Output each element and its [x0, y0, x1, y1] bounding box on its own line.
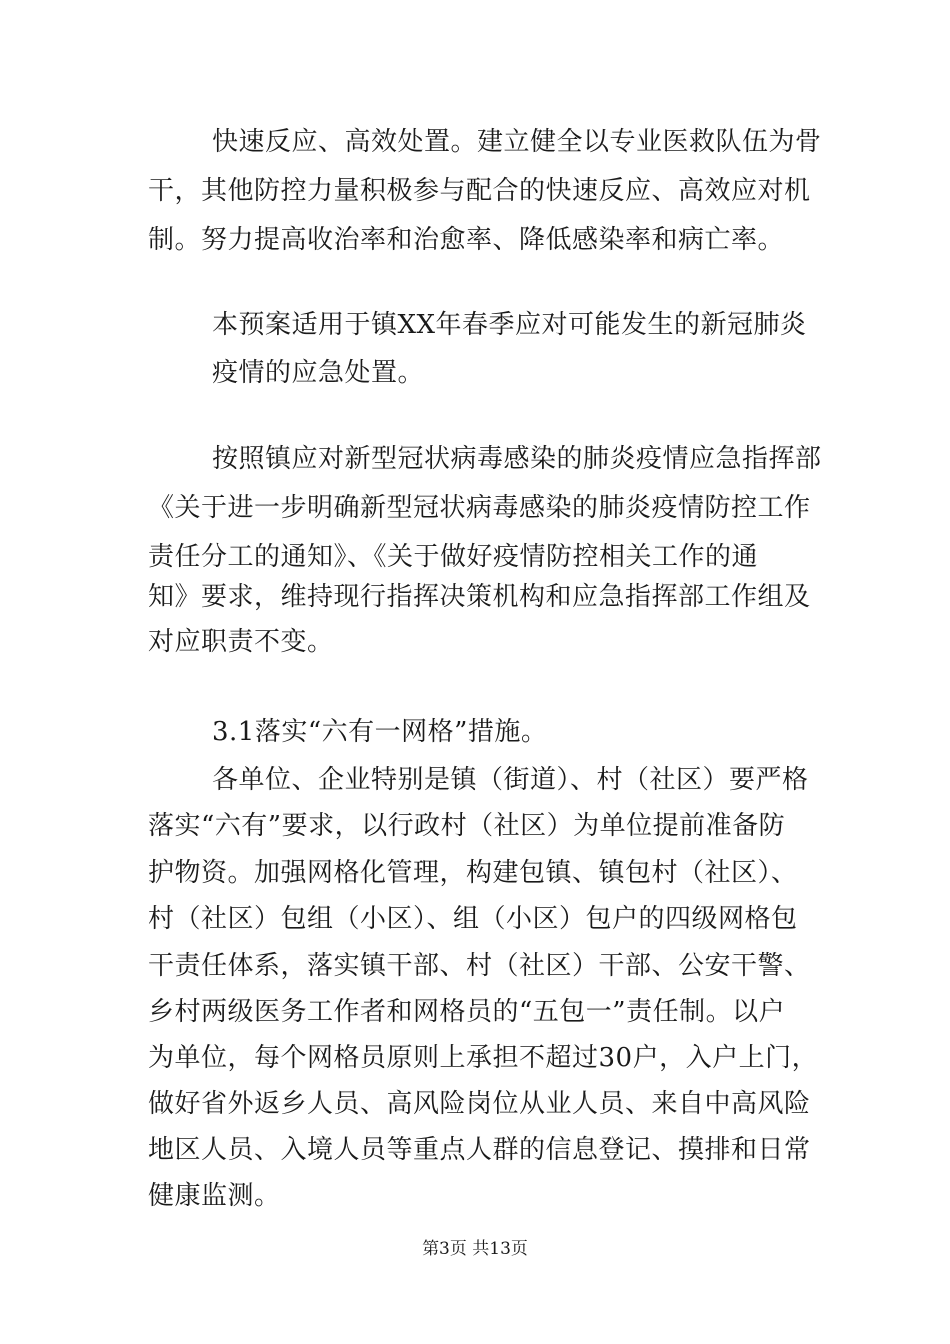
paragraph-line: 地区人员、入境人员等重点人群的信息登记、摸排和日常 — [148, 1135, 811, 1165]
paragraph-line: 本预案适用于镇XX年春季应对可能发生的新冠肺炎 — [212, 310, 807, 340]
paragraph-line: 村（社区）包组（小区）、组（小区）包户的四级网格包 — [148, 904, 798, 934]
paragraph-line: 责任分工的通知》、《关于做好疫情防控相关工作的通 — [148, 542, 759, 572]
paragraph-line: 做好省外返乡人员、高风险岗位从业人员、来自中高风险 — [148, 1089, 811, 1119]
paragraph-line: 为单位，每个网格员原则上承担不超过30户，入户上门， — [148, 1043, 819, 1073]
paragraph-line: 《关于进一步明确新型冠状病毒感染的肺炎疫情防控工作 — [148, 493, 811, 523]
paragraph-line: 疫情的应急处置。 — [212, 358, 425, 388]
paragraph-line: 按照镇应对新型冠状病毒感染的肺炎疫情应急指挥部 — [212, 444, 822, 474]
paragraph-line: 快速反应、高效处置。建立健全以专业医救队伍为骨 — [212, 127, 822, 157]
paragraph-line: 知》要求，维持现行指挥决策机构和应急指挥部工作组及 — [148, 582, 811, 612]
paragraph-line: 乡村两级医务工作者和网格员的“五包一”责任制。以户 — [148, 997, 786, 1027]
section-heading: 3.1落实“六有一网格”措施。 — [212, 717, 548, 747]
paragraph-line: 干，其他防控力量积极参与配合的快速反应、高效应对机 — [148, 176, 811, 206]
paragraph-line: 干责任体系，落实镇干部、村（社区）干部、公安干警、 — [148, 951, 811, 981]
paragraph-line: 健康监测。 — [148, 1181, 281, 1211]
paragraph-line: 落实“六有”要求，以行政村（社区）为单位提前准备防 — [148, 811, 786, 841]
paragraph-line: 制。努力提高收治率和治愈率、降低感染率和病亡率。 — [148, 225, 785, 255]
paragraph-line: 护物资。加强网格化管理，构建包镇、镇包村（社区）、 — [148, 858, 798, 888]
paragraph-line: 各单位、企业特别是镇（街道）、村（社区）要严格 — [212, 765, 809, 795]
page-number-footer: 第3页 共13页 — [422, 1239, 528, 1259]
paragraph-line: 对应职责不变。 — [148, 627, 334, 657]
